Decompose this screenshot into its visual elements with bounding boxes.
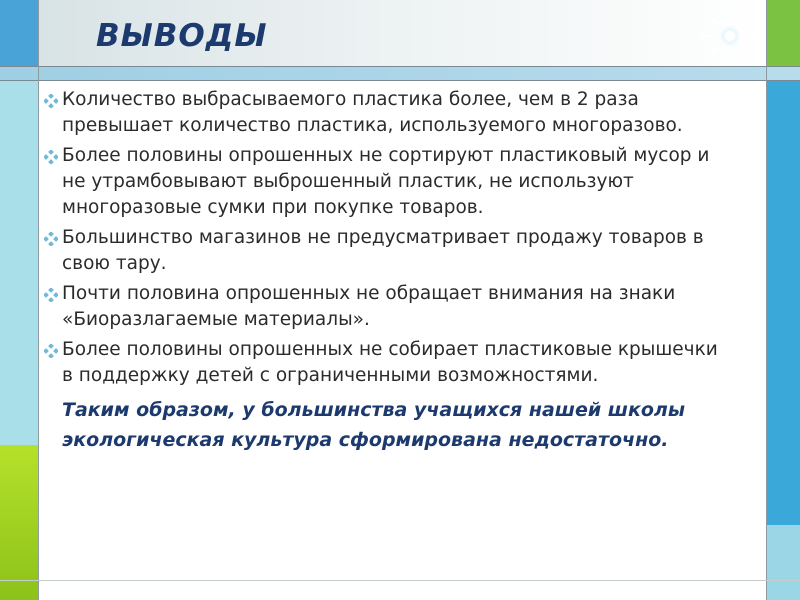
header-divider-strip [0, 66, 800, 80]
list-item [44, 87, 724, 139]
list-item-text: Большинство магазинов не предусматривает продажу товаров в свою тару. [62, 227, 704, 274]
list-item-text: Почти половина опрошенных не обращает внимания на знаки «Биоразлагаемые материалы». [62, 283, 676, 330]
list-item [44, 281, 724, 333]
list-item [44, 225, 724, 277]
divider-line [0, 80, 800, 81]
slide-content [44, 87, 724, 455]
divider-line [0, 66, 800, 67]
left-accent-bottom [0, 445, 38, 600]
diamond-bullet-icon [44, 344, 58, 358]
left-accent-middle [0, 80, 38, 445]
diamond-bullet-icon [44, 232, 58, 246]
slide-title: ВЫВОДЫ [96, 18, 268, 54]
frame-line-bottom [0, 580, 800, 581]
right-accent-bottom [767, 525, 800, 600]
list-item [44, 143, 724, 221]
left-accent-top [0, 0, 38, 66]
diamond-bullet-icon [44, 288, 58, 302]
diamond-bullet-icon [44, 150, 58, 164]
diamond-bullet-icon [44, 94, 58, 108]
frame-line-right [766, 0, 767, 600]
right-accent-middle [767, 80, 800, 525]
list-item-text: Более половины опрошенных не собирает пластиковые крышечки в поддержку детей с ограниченными возможностями. [62, 339, 718, 386]
conclusions-list [44, 87, 724, 389]
sparkle-icon [698, 8, 762, 64]
list-item-text: Количество выбрасываемого пластика более, чем в 2 раза превышает количество пластика, используемого многоразово. [62, 89, 683, 136]
list-item-text: Более половины опрошенных не сортируют пластиковый мусор и не утрамбовывают выброшенный пластик, не используют многоразовые сумки при покупке товаров. [62, 145, 710, 218]
frame-line-left [38, 0, 39, 600]
list-item [44, 337, 724, 389]
right-accent-top [767, 0, 800, 66]
conclusion-text: Таким образом, у большинства учащихся нашей школы экологическая культура сформирована недостаточно. [62, 399, 686, 451]
